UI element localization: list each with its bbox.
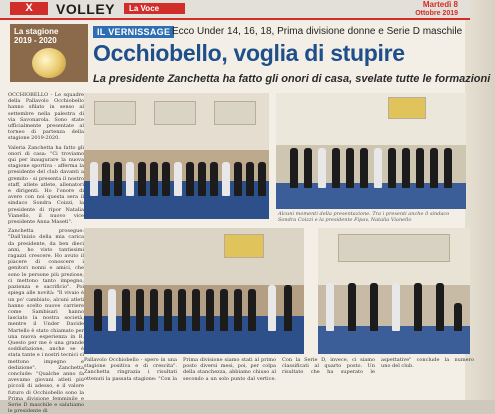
- article-kicker-text: Ecco Under 14, 16, 18, Prima divisione donne e Serie D maschile: [172, 26, 463, 37]
- team-photo-2: [276, 93, 466, 209]
- page-header: [0, 0, 470, 20]
- photo-caption: Alcuni momenti della presentazione. Tra i presenti anche il sindaco Sondra Coizzi e la presidente Fipav, Natalia Vianello: [278, 211, 450, 223]
- article-headline: Occhiobello, voglia di stupire: [93, 40, 405, 66]
- season-box: [10, 24, 88, 82]
- issue-date-month: Ottobre 2019: [415, 10, 458, 17]
- article-body-column: [8, 92, 85, 414]
- section-x-badge: X: [10, 2, 48, 15]
- season-box-label: La stagione: [14, 27, 59, 36]
- article-kicker: IL VERNISSAGE: [93, 26, 174, 38]
- team-photo-4: [318, 228, 470, 354]
- body-paragraph: Zanchetta prosegue: "Dall'inizio della mia carica da presidente, da ben dieci anni, ho visto tantissimi ragazzi crescere. Ho avuto il piacere di conoscere i genitori nonni e amici, che sono le persone più preziose, ci mettono tanto impegno, pazienza e sacrificio". Poi spiega alle novità: "Il vivaio è un po' cambiato, alcuni atleti hanno scelto nuove carriere come Sambisari hanno lasciato la nostra società, mentre il Under Davide Martello è stato chiamato per una nuova esperienza in B. Questo per me è una grande soddisfazione, anche se è stata tante e i nostri tecnici ci mettono impegno e dedizione". Zanchetta conclude: "Qualche anno fa avevamo giovani atleti più piccoli di adesso, e il valore futuro di Occhiobello sono la Prima divisione femminile e Serie D maschile e salutiamo le presidente di: [8, 228, 85, 414]
- newspaper-brand: La Voce: [124, 3, 185, 14]
- issue-date-day: Martedì 8: [422, 0, 458, 9]
- volleyball-icon: [32, 48, 66, 78]
- team-photo-1: [84, 93, 269, 219]
- section-title: VOLLEY: [56, 1, 116, 17]
- article-subhead: La presidente Zanchetta ha fatto gli onori di casa, svelate tutte le formazioni: [93, 73, 491, 85]
- team-photo-3: [84, 228, 304, 354]
- body-paragraph: OCCHIOBELLO - Le squadre della Pallavolo Occhiobello hanno sfilato in senso al settembre nella palestra di via Savonarola. Sono state ufficialmente presentate al torneo di partenza della stagione 2019-2020.: [8, 92, 84, 142]
- article-body-bottom: Pallavolo Occhiobello - spero in una stagione positiva e di crescita". Zanchetta ringrazia i risultati ottenuti la passata stagione: "Con la Prima divisione siamo stati al primo posto diversi mesi, poi, per colpa della stanchezza, abbiamo chiuso al secondo a un solo punto dal vertice. Con la Serie D, invece, ci siamo classificati al quarto posto. Un risultato che ha superato le aspettative" conclude la numero uno del club.: [84, 357, 474, 382]
- body-paragraph: Valeria Zanchetta ha fatto gli onori di casa: "Ci troviamo qui per inaugurare la nuova stagione sportiva - afferma la presidente del club davanti a gremito - si presenta il nostro staff, atlete atlete, allenatori e dirigenti. Ho l'onore di avere con noi questa sera il sindaco Sondra Coizzi, la presidente di ripor Natalia Vianello, il nuovo vice presidente Anna Maseti".: [8, 144, 84, 226]
- issue-date: [415, 1, 458, 18]
- season-box-years: 2019 - 2020: [14, 36, 57, 45]
